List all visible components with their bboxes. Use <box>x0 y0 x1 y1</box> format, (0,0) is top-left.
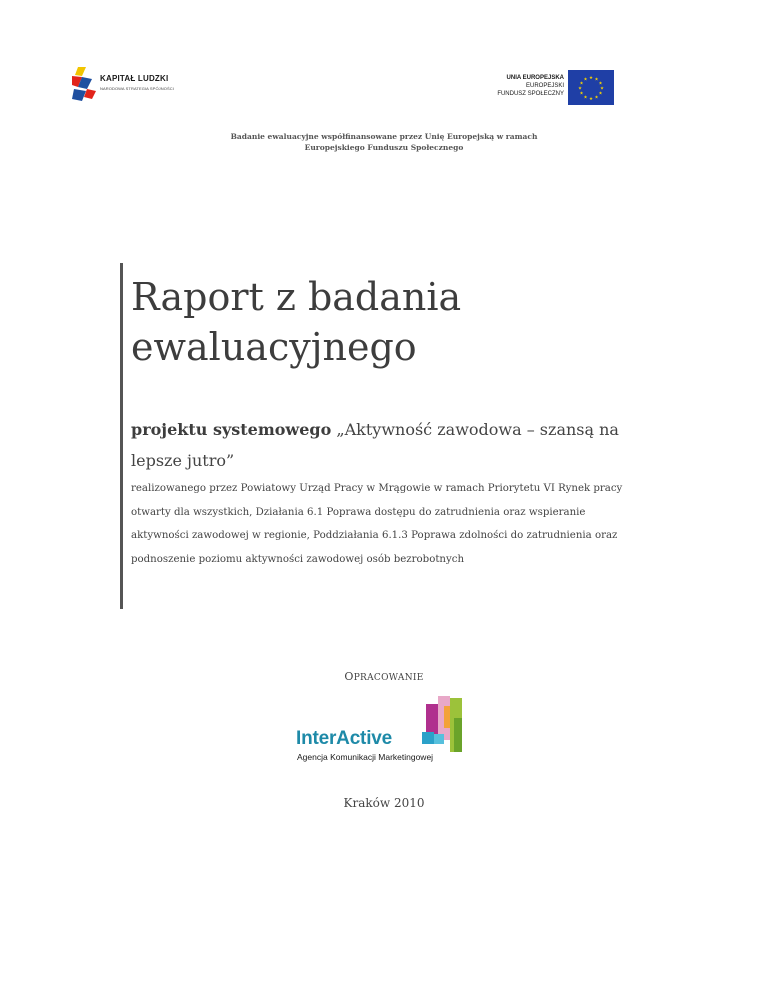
kapital-ludzki-title: KAPITAŁ LUDZKI <box>100 74 169 83</box>
eu-line1: UNIA EUROPEJSKA <box>506 75 564 81</box>
svg-text:★: ★ <box>594 77 599 83</box>
interactive-bars-icon <box>422 696 466 752</box>
eu-line3: FUNDUSZ SPOŁECZNY <box>497 91 564 97</box>
svg-text:★: ★ <box>579 91 584 97</box>
subtitle-bold: projektu systemowego <box>131 420 332 439</box>
prepared-by-label <box>0 670 768 683</box>
svg-text:★: ★ <box>583 95 588 101</box>
interactive-logo <box>296 696 466 766</box>
svg-text:★: ★ <box>599 86 605 92</box>
eu-logo-text <box>497 74 564 98</box>
subtitle-rest: „Aktywność zawodowa – szansą na lepsze jutro” <box>131 420 619 470</box>
svg-text:★: ★ <box>588 97 594 102</box>
funding-line1: Badanie ewaluacyjne współfinansowane przez Unię Europejską w ramach <box>230 132 538 141</box>
funding-line2: Europejskiego Funduszu Społecznego <box>304 143 464 152</box>
report-title <box>131 272 651 372</box>
place-and-year: Kraków 2010 <box>343 796 425 810</box>
kapital-ludzki-logo <box>72 67 192 103</box>
svg-text:★: ★ <box>577 86 583 92</box>
title-accent-bar <box>120 263 123 609</box>
report-subtitle <box>131 414 651 476</box>
svg-text:★: ★ <box>579 81 584 87</box>
report-title-line1: Raport z badania <box>131 275 462 319</box>
kapital-ludzki-subtitle: NARODOWA STRATEGIA SPÓJNOŚCI <box>100 86 174 91</box>
report-title-line2: ewaluacyjnego <box>131 325 417 369</box>
report-description: realizowanego przez Powiatowy Urząd Pracy w Mrągowie w ramach Priorytetu VI Rynek pracy otwarty dla wszystkich, Działania 6.1 Poprawa dostępu do zatrudnienia oraz wspieranie aktywności zawodowej w regionie, Poddziałania 6.1.3 Poprawa zdolności do zatrudnienia oraz podnoszenie poziomu aktywności zawodowej osób bezrobotnych <box>131 483 623 565</box>
svg-text:★: ★ <box>594 95 599 101</box>
interactive-name: InterActive <box>296 728 393 749</box>
eu-logo <box>490 70 614 106</box>
eu-flag-icon <box>568 70 614 105</box>
svg-text:★: ★ <box>588 76 594 81</box>
kapital-ludzki-mark-icon <box>72 67 96 101</box>
prepared-first-letter: O <box>344 670 354 683</box>
funding-note <box>0 131 768 153</box>
svg-text:★: ★ <box>598 81 603 87</box>
interactive-tagline: Agencja Komunikacji Marketingowej <box>297 752 434 762</box>
svg-text:★: ★ <box>598 91 603 97</box>
svg-text:★: ★ <box>583 77 588 83</box>
eu-line2: EUROPEJSKI <box>525 83 564 89</box>
prepared-rest: PRACOWANIE <box>353 673 424 683</box>
